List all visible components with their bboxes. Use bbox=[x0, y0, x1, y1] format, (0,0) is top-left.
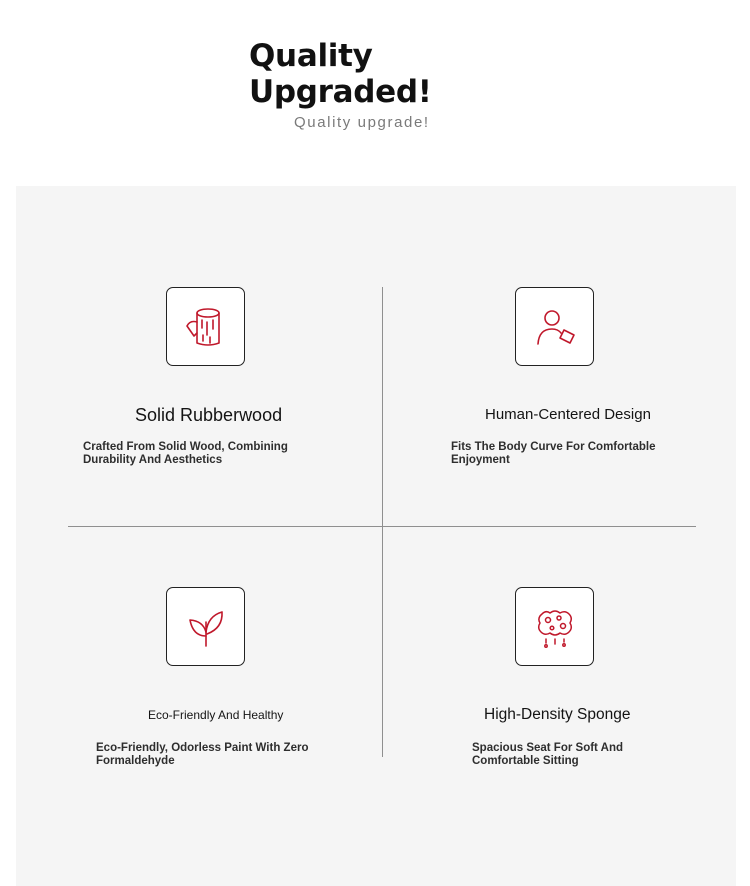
feature-icon-box-human-centered bbox=[515, 287, 594, 366]
feature-title-sponge: High-Density Sponge bbox=[484, 706, 631, 723]
features-panel bbox=[16, 186, 736, 886]
feature-icon-box-eco bbox=[166, 587, 245, 666]
title-line-1: Quality bbox=[249, 38, 373, 74]
horizontal-divider bbox=[68, 526, 696, 527]
person-design-icon bbox=[530, 302, 580, 352]
feature-desc-sponge: Spacious Seat For Soft And Comfortable Sitting bbox=[472, 742, 624, 767]
feature-desc-rubberwood: Crafted From Solid Wood, Combining Durability And Aesthetics bbox=[83, 441, 288, 466]
feature-title-human-centered: Human-Centered Design bbox=[485, 406, 651, 423]
page-heading bbox=[249, 38, 432, 110]
subtitle: Quality upgrade! bbox=[294, 114, 430, 131]
feature-title-eco: Eco-Friendly And Healthy bbox=[148, 708, 284, 722]
feature-title-rubberwood: Solid Rubberwood bbox=[135, 405, 283, 425]
sponge-icon bbox=[530, 602, 580, 652]
sprout-icon bbox=[181, 602, 231, 652]
log-icon bbox=[181, 302, 231, 352]
feature-icon-box-rubberwood bbox=[166, 287, 245, 366]
title-line-2: Upgraded! bbox=[249, 74, 432, 110]
vertical-divider bbox=[382, 287, 383, 757]
feature-icon-box-sponge bbox=[515, 587, 594, 666]
feature-desc-eco: Eco-Friendly, Odorless Paint With Zero Formaldehyde bbox=[96, 742, 309, 767]
feature-desc-human-centered: Fits The Body Curve For Comfortable Enjoyment bbox=[451, 441, 656, 466]
